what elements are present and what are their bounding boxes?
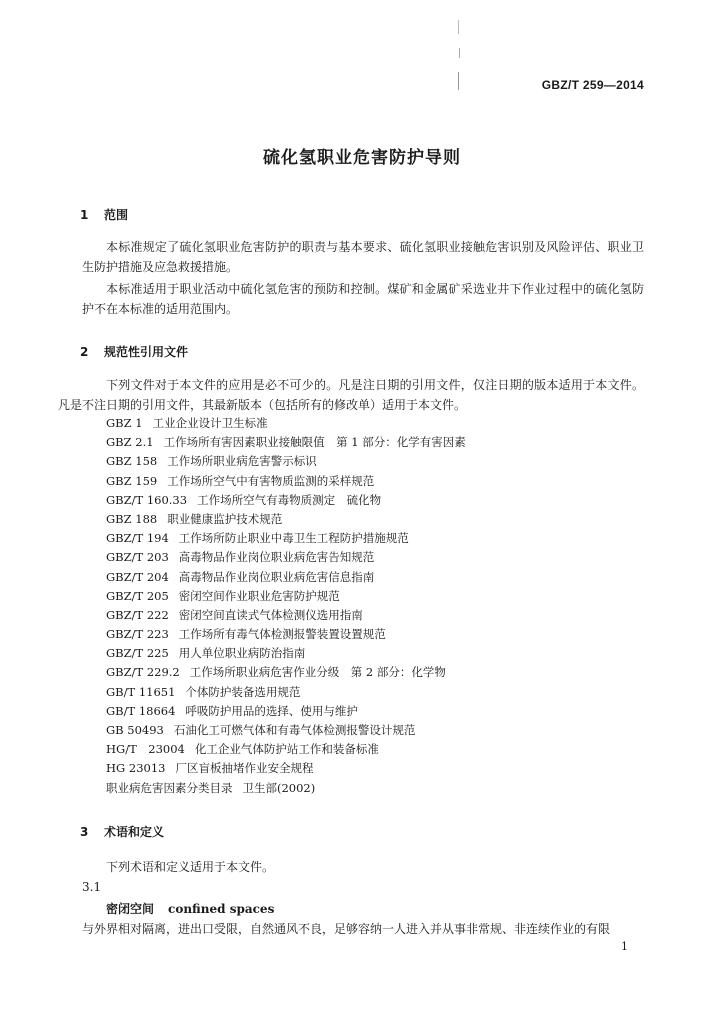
reference-code: HG 23013 [106,761,166,776]
reference-item [106,702,466,721]
reference-title: 卫生部(2002) [242,780,316,795]
reference-item [106,683,466,702]
reference-item [106,759,466,778]
reference-code: GBZ 2.1 [106,435,154,450]
section-title: 术语和定义 [104,825,165,839]
reference-code: GBZ 1 [106,416,143,430]
reference-code: GBZ/T 225 [106,646,169,661]
reference-item [106,663,466,682]
reference-code: HG/T 23004 [106,742,185,757]
reference-code: GBZ/T 160.33 [106,492,188,507]
reference-item [106,433,466,452]
reference-item [106,606,466,625]
reference-title: 石油化工可燃气体和有毒气体检测报警设计规范 [173,723,416,737]
reference-title: 高毒物品作业岗位职业病危害信息指南 [178,569,375,584]
reference-item [106,568,466,587]
scan-artifact-mark [458,20,460,90]
reference-item [106,779,466,798]
page-number: 1 [621,940,628,953]
reference-code: GBZ/T 204 [106,569,169,584]
reference-item [106,491,466,510]
reference-title: 厂区盲板抽堵作业安全规程 [175,761,314,776]
reference-code: 职业病危害因素分类目录 [106,780,233,795]
reference-title: 密闭空间直读式气体检测仪选用指南 [178,607,363,622]
standard-code: GBZ/T 259—2014 [541,78,644,92]
reference-code: GB/T 18664 [106,703,176,718]
reference-item [106,414,466,433]
reference-title: 用人单位职业病防治指南 [178,646,306,661]
reference-item [106,510,466,529]
reference-item [106,644,466,663]
scope-paragraph-2: 本标准适用于职业活动中硫化氢危害的预防和控制。煤矿和金属矿采选业井下作业过程中的硫化氢防护不在本标准的适用范围内。 [82,282,644,316]
reference-title: 职业健康监护技术规范 [167,511,283,526]
reference-code: GBZ/T 205 [106,588,169,603]
section-number: 2 [80,345,89,359]
section-title: 范围 [104,208,129,222]
reference-item [106,472,466,491]
section-number: 1 [80,208,89,222]
references-intro-paragraph: 下列文件对于本文件的应用是必不可少的。凡是注日期的引用文件，仅注日期的版本适用于本文件。凡是不注日期的引用文件，其最新版本（包括所有的修改单）适用于本文件。 [58,378,644,412]
reference-code: GBZ 188 [106,511,158,526]
reference-item [106,740,466,759]
scope-paragraph-1: 本标准规定了硫化氢职业危害防护的职责与基本要求、硫化氢职业接触危害识别及风险评估、职业卫生防护措施及应急救援措施。 [82,240,644,274]
reference-code: GBZ/T 203 [106,550,169,565]
term-english: confined spaces [168,902,275,916]
reference-title: 高毒物品作业岗位职业病危害告知规范 [178,550,375,565]
reference-code: GBZ 158 [106,454,158,469]
reference-item [106,452,466,471]
reference-item [106,721,466,740]
reference-code: GB 50493 [106,723,164,737]
section-2-heading [80,343,188,360]
term-entry [106,900,274,917]
reference-code: GBZ/T 229.2 [106,665,180,680]
reference-title: 工作场所职业病危害警示标识 [167,454,317,469]
reference-title: 工作场所空气有毒物质测定 硫化物 [197,492,382,507]
section-1-heading [80,206,128,223]
reference-item [106,587,466,606]
reference-code: GBZ/T 194 [106,531,169,546]
reference-code: GBZ/T 222 [106,607,169,622]
reference-title: 化工企业气体防护站工作和装备标准 [194,742,379,757]
reference-title: 工作场所职业病危害作业分级 第 2 部分：化学物 [189,665,446,680]
term-definition: 与外界相对隔离，进出口受限，自然通风不良，足够容纳一人进入并从事非常规、非连续作业的有限 [82,922,611,936]
term-chinese: 密闭空间 [106,902,155,916]
section-title: 规范性引用文件 [104,345,189,359]
reference-title: 工作场所有毒气体检测报警装置设置规范 [178,627,386,642]
reference-code: GBZ/T 223 [106,627,169,642]
normative-references-list [106,414,466,798]
reference-title: 工业企业设计卫生标准 [152,416,268,430]
reference-title: 工作场所防止职业中毒卫生工程防护措施规范 [178,531,409,546]
reference-code: GB/T 11651 [106,684,176,699]
terms-intro-paragraph: 下列术语和定义适用于本文件。 [106,860,275,874]
reference-title: 工作场所有害因素职业接触限值 第 1 部分：化学有害因素 [163,435,466,450]
document-title: 硫化氢职业危害防护导则 [263,148,461,168]
reference-item [106,625,466,644]
reference-title: 密闭空间作业职业危害防护规范 [178,588,340,603]
reference-title: 工作场所空气中有害物质监测的采样规范 [167,473,375,488]
reference-code: GBZ 159 [106,473,158,488]
reference-title: 个体防护装备选用规范 [185,684,301,699]
clause-number: 3.1 [82,880,102,894]
section-3-heading [80,823,164,840]
reference-item [106,529,466,548]
reference-item [106,548,466,567]
reference-title: 呼吸防护用品的选择、使用与维护 [185,703,358,718]
section-number: 3 [80,825,89,839]
